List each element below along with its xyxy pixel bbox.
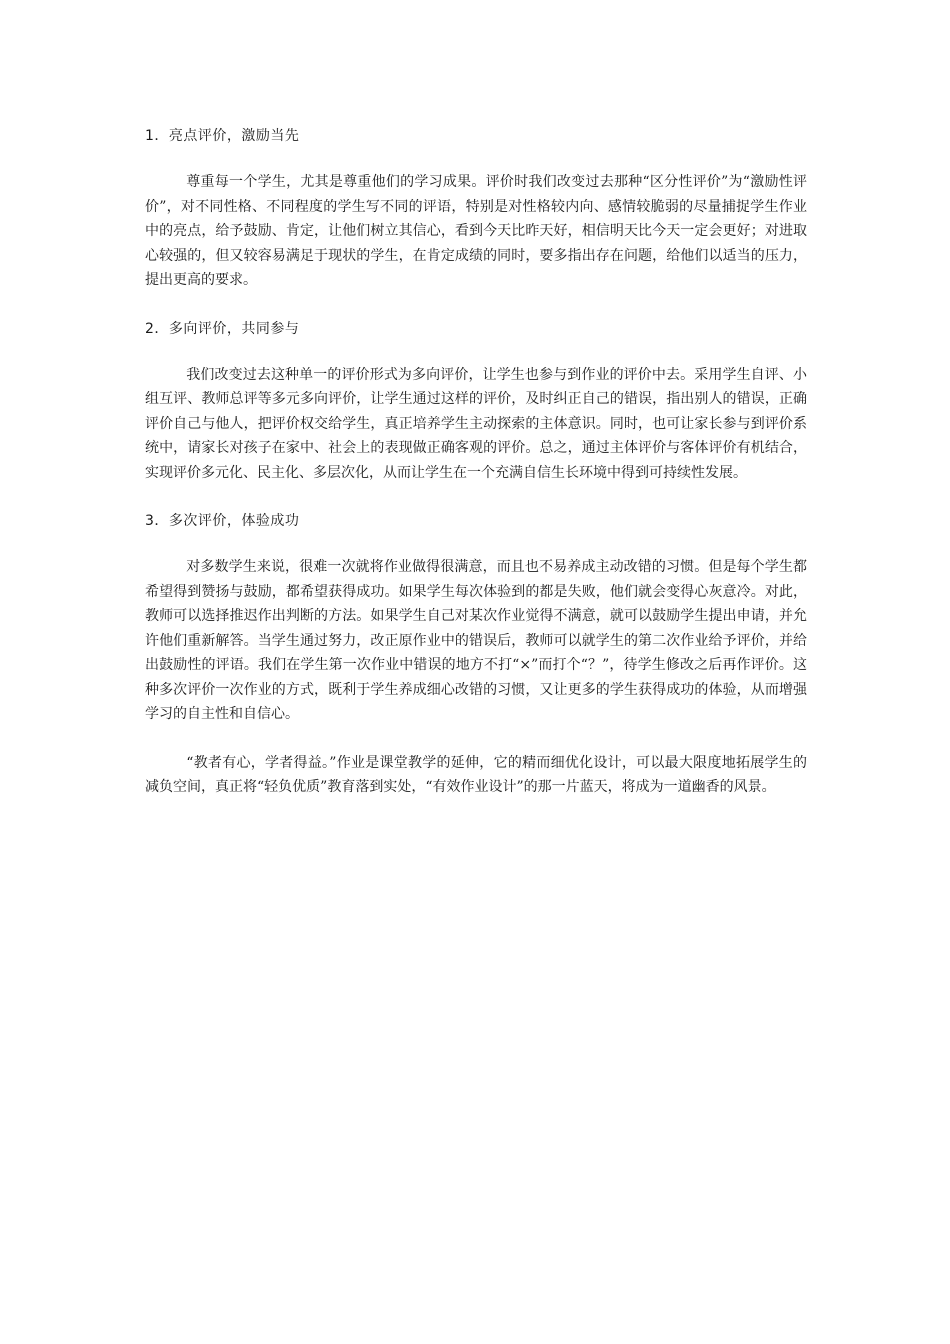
closing-paragraph: “教者有心，学者得益。”作业是课堂教学的延伸，它的精而细优化设计，可以最大限度地拓展学生的减负空间，真正将“轻负优质”教育落到实处，“有效作业设计”的那一片蓝天，将成为一道幽香的风景。 bbox=[145, 754, 807, 795]
section-heading: 2．多向评价，共同参与 bbox=[145, 320, 300, 337]
section-multiple-evaluation bbox=[145, 509, 807, 727]
section-highlight-evaluation bbox=[145, 124, 807, 293]
section-heading: 1．亮点评价，激励当先 bbox=[145, 128, 300, 144]
section-paragraph: 尊重每一个学生，尤其是尊重他们的学习成果。评价时我们改变过去那种“区分性评价”为“激励性评价”，对不同性格、不同程度的学生写不同的评语，特别是对性格较内向、感情较脆弱的尽量捕捉学生作业中的亮点，给予鼓励、肯定，让他们树立其信心，看到今天比昨天好，相信明天比今天一定会更好；对进取心较强的，但又较容易满足于现状的学生，在肯定成绩的同时，要多指出存在问题，给他们以适当的压力，提出更高的要求。 bbox=[145, 174, 807, 288]
section-heading: 3．多次评价，体验成功 bbox=[145, 513, 300, 529]
section-multi-direction-evaluation bbox=[145, 317, 807, 486]
section-paragraph: 对多数学生来说，很难一次就将作业做得很满意，而且也不易养成主动改错的习惯。但是每个学生都希望得到赞扬与鼓励，都希望获得成功。如果学生每次体验到的都是失败，他们就会变得心灰意冷。对此，教师可以选择推迟作出判断的方法。如果学生自己对某次作业觉得不满意，就可以鼓励学生提出申请，并允许他们重新解答。当学生通过努力，改正原作业中的错误后，教师可以就学生的第二次作业给予评价，并给出鼓励性的评语。我们在学生第一次作业中错误的地方不打“×”而打个“？”，待学生修改之后再作评价。这种多次评价一次作业的方式，既利于学生养成细心改错的习惯，又让更多的学生获得成功的体验，从而增强学习的自主性和自信心。 bbox=[145, 559, 807, 722]
section-paragraph: 我们改变过去这种单一的评价形式为多向评价，让学生也参与到作业的评价中去。采用学生自评、小组互评、教师总评等多元多向评价，让学生通过这样的评价，及时纠正自己的错误，指出别人的错误，正确评价自己与他人，把评价权交给学生，真正培养学生主动探索的主体意识。同时，也可让家长参与到评价系统中，请家长对孩子在家中、社会上的表现做正确客观的评价。总之，通过主体评价与客体评价有机结合，实现评价多元化、民主化、多层次化，从而让学生在一个充满自信生长环境中得到可持续性发展。 bbox=[145, 366, 807, 481]
document-body bbox=[145, 124, 807, 824]
